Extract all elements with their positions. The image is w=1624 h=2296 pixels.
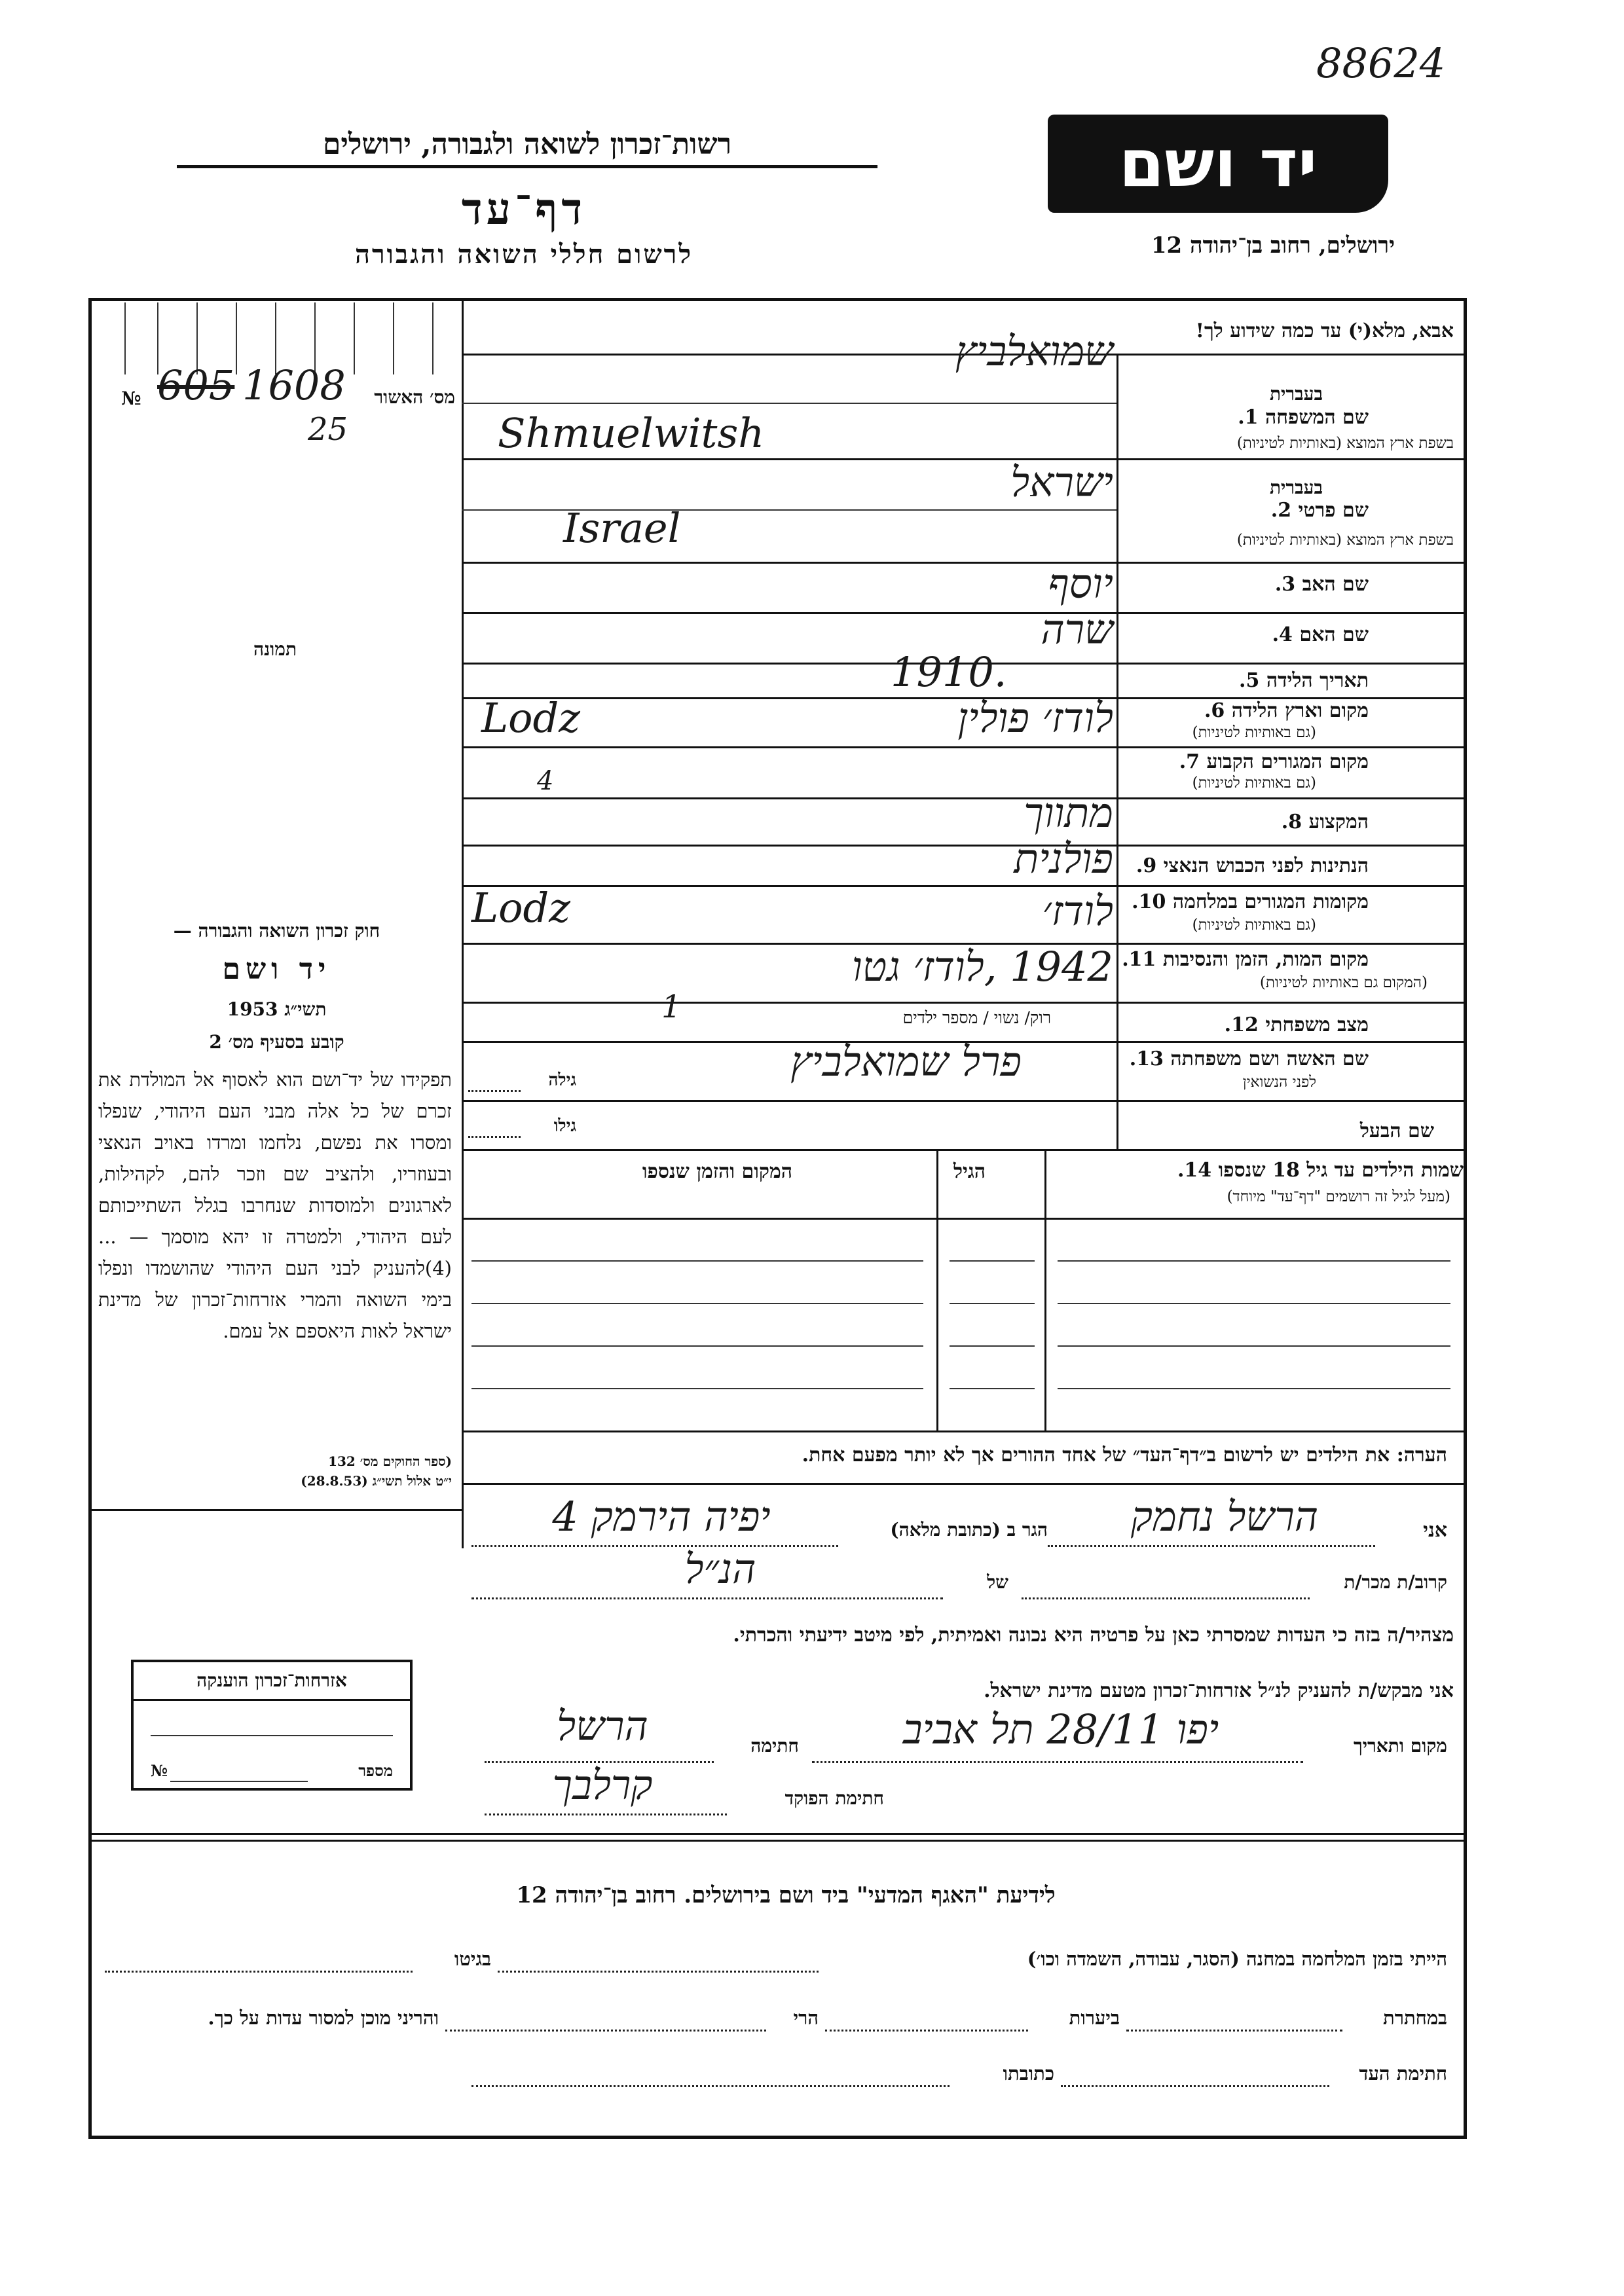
memorial-box-number-label: מספר — [358, 1761, 393, 1780]
husband-label: שם הבעל — [1359, 1120, 1434, 1142]
field-8-value: מתווך — [1024, 789, 1113, 837]
field-4-value: שרה — [1041, 606, 1113, 653]
field-2-value-hebrew: ישראל — [1010, 458, 1113, 506]
field-9-value: פולנית — [1014, 835, 1113, 883]
field-12-value: 1 — [661, 989, 682, 1025]
place-date-value: יפו 28/11 תל אביב — [902, 1705, 1219, 1753]
request-text: אני מבקש/ת להעניק לנ״ל אזרחות־זכרון מטעם מדינת ישראל. — [984, 1679, 1454, 1702]
field-2-hebrew-tag: בעברית — [1269, 477, 1323, 498]
field-10-label: מקומות המגורים במלחמה 10. — [1132, 890, 1369, 913]
field-6-value-latin: Lodz — [481, 694, 580, 742]
field-2-value-latin: Israel — [563, 504, 681, 552]
signature-value: הרשל — [557, 1702, 648, 1750]
field-6-note: (גם באותיות לטיניות) — [1192, 724, 1316, 741]
signature-label: חתימה — [750, 1735, 799, 1757]
field-11-note: (המקום גם באותיות לטיניות) — [1259, 974, 1428, 991]
field-9-label: הנתינות לפני הכבוש הנאצי 9. — [1135, 854, 1369, 877]
bottom-line2-hare: הרי — [793, 2007, 819, 2029]
declarant-address-value: יפיה הירמק 4 — [552, 1493, 771, 1540]
field-1-value-hebrew: שמואלביץ — [955, 327, 1113, 375]
field-6-value-hebrew: לודז׳ פולין — [957, 694, 1113, 742]
field-6-label: מקום וארץ הלידה 6. — [1204, 699, 1369, 722]
witness-signature-label: חתימת העד — [1359, 2062, 1447, 2085]
field-10-note: (גם באותיות לטיניות) — [1192, 917, 1316, 934]
field-1-value-latin: Shmuelwitsh — [498, 409, 765, 457]
husband-age-label: גילו — [553, 1116, 576, 1136]
bottom-title: לידיעת "האגף המדעי" ביד ושם בירושלים. רחוב בן־יהודה 12 — [516, 1882, 1056, 1908]
photo-label: תמונה — [253, 638, 297, 660]
bottom-line1-ghetto: בגיטו — [454, 1948, 491, 1970]
approval-sub: 25 — [308, 411, 348, 448]
field-10-value-hebrew: לודז׳ — [1042, 887, 1113, 935]
field-12-label: מצב משפחתי 12. — [1224, 1013, 1369, 1036]
page-subtitle: לרשום חללי השואה והגבורה — [354, 239, 693, 270]
field-8-label: המקצוע 8. — [1281, 811, 1369, 833]
organization-name: רשות־זכרון לשואה ולגבורה, ירושלים — [177, 128, 877, 168]
number-sign: № — [121, 388, 141, 409]
declarant-relation-value: הנ״ל — [684, 1545, 756, 1593]
bottom-line1-camp: הייתי בזמן המלחמה במחנה (הסגר, עבודה, השמדה וכו׳) — [1027, 1948, 1447, 1970]
field-12-options: רוק/ נשוי / מספר ילדים — [902, 1008, 1051, 1027]
field-3-label: שם האב 3. — [1274, 573, 1369, 596]
memorial-box-number-sign: № — [151, 1761, 168, 1780]
intro-instruction: אבא, מלא(י) עד כמה שידוע לך! — [1195, 319, 1454, 342]
children-note-line: הערה: את הילדים יש לרשום ב״דף־העד״ של אחד ההורים אך לא יותר מפעם אחת. — [802, 1444, 1447, 1467]
field-3-value: יוסף — [1048, 560, 1113, 608]
sidebar-law-name: יד ושם — [222, 953, 331, 986]
field-1-latin-note: בשפת ארץ המוצא (באותיות לטיניות) — [1236, 435, 1454, 452]
bottom-line2-willing: והריני מוכן למסור עדות על כך. — [208, 2007, 439, 2029]
children-title: שמות הילדים עד גיל 18 שנספו 14. — [1177, 1159, 1464, 1182]
sidebar-clause: קובע בסעיף מס׳ 2 — [209, 1031, 344, 1053]
label-column-divider — [1116, 354, 1118, 1149]
field-13-age-label: גילה — [548, 1070, 576, 1090]
field-13-label: שם האשה ושם משפחתה 13. — [1129, 1048, 1369, 1070]
officer-label: חתימת הפוקד — [784, 1787, 884, 1809]
page-title: דף־עד — [461, 183, 587, 234]
bottom-line2-underground: במחתרת — [1383, 2007, 1447, 2029]
memorial-box-title: אזרחות־זכרון הוענקה — [196, 1669, 347, 1691]
header-address: ירושלים, רחוב בן־יהודה 12 — [1151, 232, 1395, 259]
sidebar-source-2: י״ט אלול תשי״ג (28.8.53) — [301, 1473, 452, 1489]
reference-number: 88624 — [1316, 39, 1446, 87]
approval-label: מס׳ האשור — [374, 386, 455, 408]
field-11-value: 1942 ,לודז׳ גטו — [851, 943, 1113, 991]
declarant-ani: אני — [1423, 1519, 1447, 1542]
declarant-resident-label: הגר ב (כתובת מלאה) — [890, 1519, 1048, 1540]
field-1-label: שם המשפחה 1. — [1238, 406, 1369, 429]
place-date-label: מקום ותאריך — [1353, 1735, 1447, 1757]
declarant-name-value: הרשל נחמק — [1130, 1493, 1319, 1540]
logo-text: יד ושם — [1118, 125, 1318, 202]
field-11-label: מקום המות, הזמן והנסיבות 11. — [1122, 948, 1369, 971]
field-7-label: מקום המגורים הקבוע 7. — [1179, 750, 1369, 773]
field-13-value: פרל שמואלביץ — [790, 1038, 1022, 1085]
left-column-divider — [462, 301, 464, 1548]
field-4-label: שם האם 4. — [1272, 623, 1369, 646]
sidebar-source-1: (ספר החוקים מס׳ 132 — [328, 1453, 452, 1469]
sidebar-body: תפקידו של יד־ושם הוא לאסוף אל המולדת את זכרם של כל אלה מבני העם היהודי, שנפלו ומסרו את נפשם, נלחמו ומרדו באויב הנאצי ובעוזריו, ולהציב שם וזכר להם, לקהילות, לארגונים ולמוסדות שנחרבו בגלל השתייכותם לעם היהודי, ולמטרה זו יהא מוסמך — ...(4)להעניק לבני העם היהודי שהושמדו ונפלו בימי השואה והמרי אזרחות־זכרון של מדינת ישראל לאות היאספם אל עמם. — [98, 1068, 452, 1342]
witness-address-label: כתובתו — [1003, 2062, 1054, 2085]
sidebar-year: תשי״ג 1953 — [227, 998, 327, 1020]
field-13-note: לפני הנשואין — [1242, 1074, 1316, 1091]
bottom-line2-forests: ביערות — [1069, 2007, 1120, 2029]
field-2-latin-note: בשפת ארץ המוצא (באותיות לטיניות) — [1236, 532, 1454, 549]
declarant-relation-label: קרוב/ת מכר/ת — [1344, 1571, 1447, 1593]
field-2-label: שם פרטי 2. — [1270, 499, 1369, 522]
approval-struck-number: 605 — [157, 361, 235, 409]
children-note: (מעל לגיל זה רושמים "דף־עד" מיוחד) — [1227, 1188, 1450, 1205]
field-7-note: (גם באותיות לטיניות) — [1192, 774, 1316, 792]
sidebar-law-title: חוק זכרון השואה והגבורה — — [173, 920, 380, 941]
field-1-hebrew-tag: בעברית — [1269, 383, 1323, 405]
declarant-shel: של — [987, 1571, 1008, 1593]
children-col-place: המקום והזמן שנספו — [642, 1160, 792, 1183]
field-7-value: 4 — [537, 766, 554, 796]
field-10-value-latin: Lodz — [471, 884, 570, 932]
declaration-text: מצהיר/ה בזה כי העדות שמסרתי כאן על פרטיה היא נכונה ואמיתית, לפי מיטב ידיעתי והכרתי. — [733, 1624, 1454, 1647]
approval-number: 1608 — [242, 361, 346, 409]
field-5-label: תאריך הלידה 5. — [1239, 669, 1369, 692]
field-5-value: 1910. — [891, 648, 1007, 696]
children-col-age: הגיל — [953, 1160, 986, 1183]
officer-signature: קרלבך — [552, 1761, 653, 1809]
